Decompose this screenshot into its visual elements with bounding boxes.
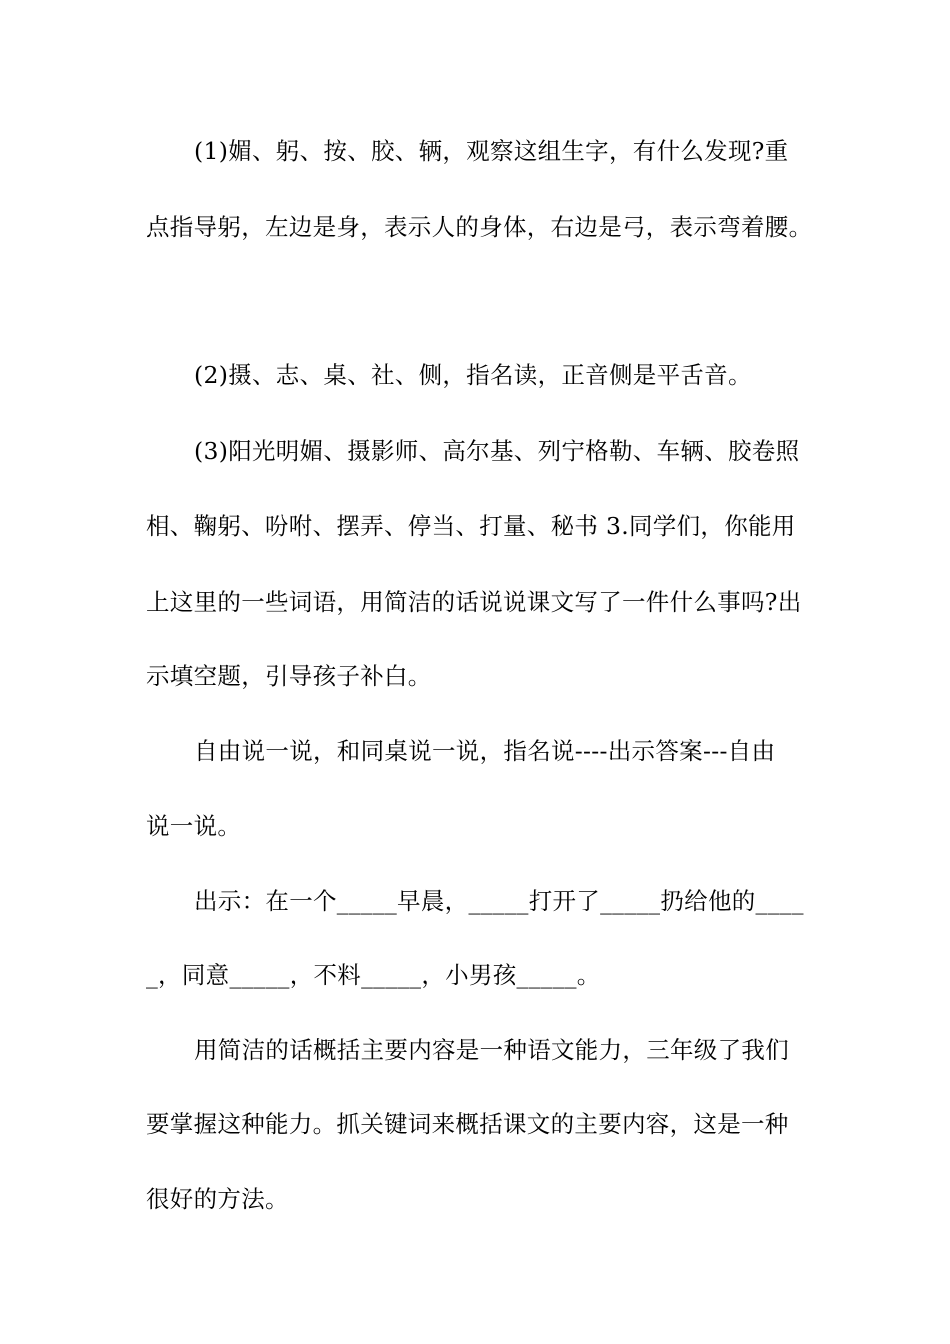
paragraph-1-line-1: (1)媚、躬、按、胶、辆，观察这组生字，有什么发现?重 [194, 137, 789, 165]
paragraph-4-line-2: 说一说。 [146, 812, 242, 840]
paragraph-3-line-2: 相、鞠躬、吩咐、摆弄、停当、打量、秘书 3.同学们，你能用 [146, 512, 796, 540]
paragraph-4-line-1: 自由说一说，和同桌说一说，指名说----出示答案---自由 [194, 737, 776, 765]
paragraph-1-line-2: 点指导躬，左边是身，表示人的身体，右边是弓，表示弯着腰。 [146, 213, 813, 241]
paragraph-5-line-2: _，同意_____，不料_____，小男孩_____。 [146, 961, 601, 989]
paragraph-2-line-1: (2)摄、志、桌、社、侧，指名读，正音侧是平舌音。 [194, 361, 752, 389]
paragraph-3-line-4: 示填空题，引导孩子补白。 [146, 662, 432, 690]
paragraph-6-line-1: 用简洁的话概括主要内容是一种语文能力，三年级了我们 [194, 1036, 789, 1064]
paragraph-6-line-3: 很好的方法。 [146, 1185, 289, 1213]
paragraph-3-line-3: 上这里的一些词语，用简洁的话说说课文写了一件什么事吗?出 [146, 588, 802, 616]
paragraph-5-line-1: 出示：在一个_____早晨，_____打开了_____扔给他的____ [194, 887, 804, 915]
paragraph-6-line-2: 要掌握这种能力。抓关键词来概括课文的主要内容，这是一种 [146, 1110, 789, 1138]
paragraph-3-line-1: (3)阳光明媚、摄影师、高尔基、列宁格勒、车辆、胶卷照 [194, 437, 800, 465]
